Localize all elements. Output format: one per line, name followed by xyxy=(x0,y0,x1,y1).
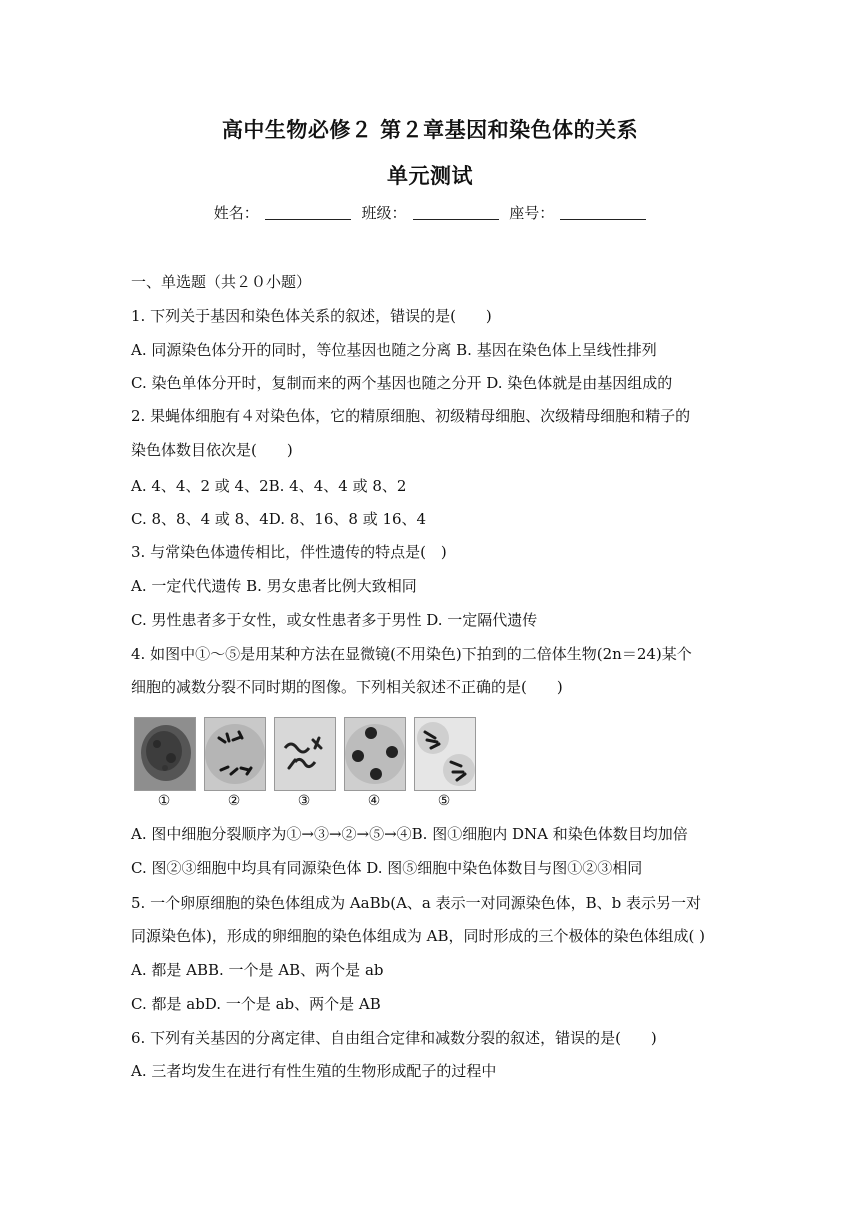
class-field[interactable] xyxy=(413,205,499,220)
seat-field[interactable] xyxy=(560,205,646,220)
seat-label: 座号： xyxy=(509,204,555,222)
student-info-row xyxy=(0,202,860,223)
document-title: 高中生物必修２ 第２章基因和染色体的关系 xyxy=(221,117,639,142)
question-2-options-cd: C. 8、8、4 或 8、4D. 8、16、8 或 16、4 xyxy=(131,510,427,528)
micrograph-1 xyxy=(134,717,196,791)
micrograph-3 xyxy=(274,717,336,791)
question-4-options-cd: C. 图②③细胞中均具有同源染色体 D. 图⑤细胞中染色体数目与图①②③相同 xyxy=(131,859,643,877)
micrograph-figure xyxy=(134,717,474,813)
question-5-options-cd: C. 都是 abD. 一个是 ab、两个是 AB xyxy=(131,995,381,1013)
class-label: 班级： xyxy=(361,204,407,222)
question-5-line-2: 同源染色体)，形成的卵细胞的染色体组成为 AB，同时形成的三个极体的染色体组成( ) xyxy=(131,927,705,945)
name-label: 姓名： xyxy=(213,204,259,222)
name-field[interactable] xyxy=(265,205,351,220)
micrograph-5 xyxy=(414,717,476,791)
micrograph-4 xyxy=(344,717,406,791)
question-4-line-2: 细胞的减数分裂不同时期的图像。下列相关叙述不正确的是( ) xyxy=(131,678,563,696)
question-1-options-cd: C. 染色单体分开时，复制而来的两个基因也随之分开 D. 染色体就是由基因组成的 xyxy=(131,374,673,392)
question-5-options-ab: A. 都是 ABB. 一个是 AB、两个是 ab xyxy=(131,961,384,979)
micrograph-label-4: ④ xyxy=(367,793,381,809)
micrograph-label-3: ③ xyxy=(297,793,311,809)
section-heading: 一、单选题（共２０小题） xyxy=(131,273,312,291)
micrograph-label-5: ⑤ xyxy=(437,793,451,809)
question-2-options-ab: A. 4、4、2 或 4、2B. 4、4、4 或 8、2 xyxy=(131,477,407,495)
question-4-line-1: 4. 如图中①～⑤是用某种方法在显微镜(不用染色)下拍到的二倍体生物(2n＝24)某个 xyxy=(131,645,692,663)
question-1: 1. 下列关于基因和染色体关系的叙述，错误的是( ) xyxy=(131,307,492,325)
micrograph-label-2: ② xyxy=(227,793,241,809)
question-2-line-1: 2. 果蝇体细胞有４对染色体，它的精原细胞、初级精母细胞、次级精母细胞和精子的 xyxy=(131,407,691,425)
micrograph-2 xyxy=(204,717,266,791)
question-4-options-ab: A. 图中细胞分裂顺序为①→③→②→⑤→④B. 图①细胞内 DNA 和染色体数目均加倍 xyxy=(131,825,688,843)
question-6: 6. 下列有关基因的分离定律、自由组合定律和减数分裂的叙述，错误的是( ) xyxy=(131,1029,657,1047)
question-2-line-2: 染色体数目依次是( ) xyxy=(131,441,293,459)
question-6-option-a: A. 三者均发生在进行有性生殖的生物形成配子的过程中 xyxy=(131,1062,497,1080)
question-5-line-1: 5. 一个卵原细胞的染色体组成为 AaBb(A、a 表示一对同源染色体，B、b 表示另一对 xyxy=(131,894,702,912)
question-1-options-ab: A. 同源染色体分开的同时，等位基因也随之分离 B. 基因在染色体上呈线性排列 xyxy=(131,341,657,359)
question-3-options-ab: A. 一定代代遗传 B. 男女患者比例大致相同 xyxy=(131,577,417,595)
question-3-options-cd: C. 男性患者多于女性，或女性患者多于男性 D. 一定隔代遗传 xyxy=(131,611,538,629)
document-subtitle: 单元测试 xyxy=(387,163,473,188)
question-3: 3. 与常染色体遗传相比，伴性遗传的特点是( ) xyxy=(131,543,447,561)
micrograph-label-1: ① xyxy=(157,793,171,809)
